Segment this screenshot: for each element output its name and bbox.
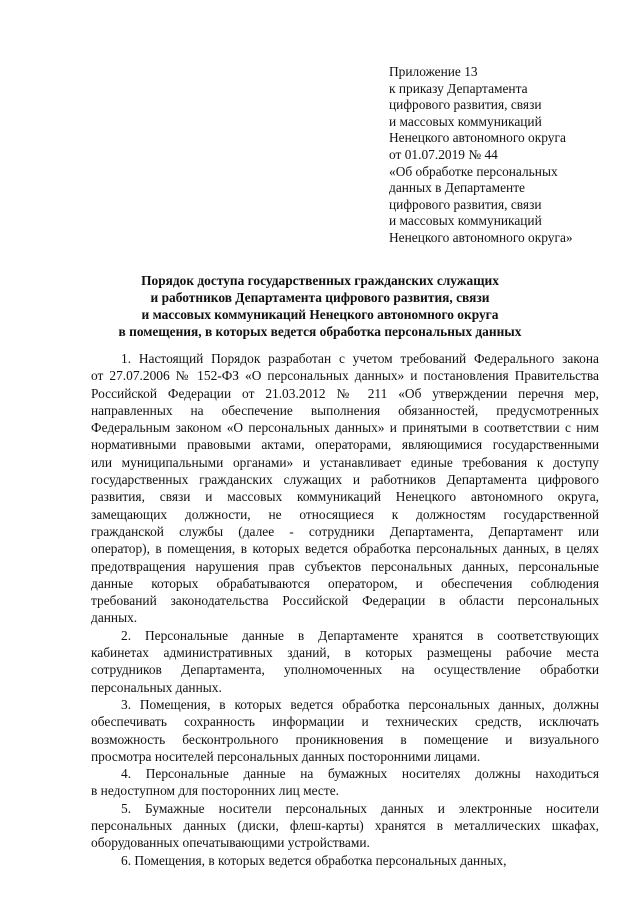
- appendix-line: Ненецкого автономного округа»: [389, 229, 573, 245]
- paragraph-1: [91, 350, 599, 627]
- paragraph-6: [91, 852, 599, 869]
- paragraph-line: направленных на обеспечение выполнения обязанностей, предусмотренных: [91, 402, 599, 418]
- appendix-line: к приказу Департамента: [389, 80, 528, 96]
- paragraph-line: гражданской службы (далее - сотрудники Департамента, Департамент или: [91, 523, 599, 539]
- appendix-line: и массовых коммуникаций: [389, 213, 542, 229]
- paragraph-line: или муниципальными органами» и устанавливает единые требования к доступу: [91, 454, 599, 470]
- appendix-line: от 01.07.2019 № 44: [389, 146, 498, 162]
- paragraph-line: нормативными правовыми актами, операторами, являющимися государственными: [91, 437, 599, 453]
- paragraph-line: оператор), в помещения, в которых ведется обработка персональных данных, в целях: [91, 541, 599, 557]
- paragraph-line: оборудованных опечатывающими устройствами.: [91, 835, 370, 851]
- appendix-header: [389, 64, 573, 247]
- paragraph-line: требований законодательства Российской Федерации в области персональных: [91, 593, 599, 609]
- title-line: Порядок доступа государственных гражданских служащих: [141, 273, 499, 288]
- paragraph-line: 3. Помещения, в которых ведется обработка персональных данных, должны: [121, 696, 599, 712]
- appendix-line: «Об обработке персональных: [389, 163, 558, 179]
- appendix-line: данных в Департаменте: [389, 180, 526, 196]
- appendix-line: Ненецкого автономного округа: [389, 130, 566, 146]
- title-line: и массовых коммуникаций Ненецкого автономного округа: [141, 307, 499, 322]
- paragraph-line: сотрудников Департамента, уполномоченных на осуществление обработки: [91, 662, 599, 678]
- paragraph-line: Российской Федерации от 21.03.2012 № 211 «Об утверждении перечня мер,: [91, 385, 599, 401]
- title-line: в помещения, в которых ведется обработка персональных данных: [118, 324, 522, 339]
- paragraph-line: просмотра носителей персональных данных посторонними лицами.: [91, 748, 481, 764]
- paragraph-line: кабинетах административных зданий, в которых размещены рабочие места: [91, 645, 599, 661]
- paragraph-line: 2. Персональные данные в Департаменте хранятся в соответствующих: [121, 627, 599, 643]
- paragraph-line: предотвращения нарушения прав субъектов персональных данных, персональные: [91, 558, 599, 574]
- appendix-line: цифрового развития, связи: [389, 196, 542, 212]
- paragraph-line: от 27.07.2006 № 152-ФЗ «О персональных данных» и постановления Правительства: [91, 368, 599, 384]
- paragraph-line: замещающих должности, не относящиеся к должностям государственной: [91, 506, 599, 522]
- paragraph-line: 6. Помещения, в которых ведется обработка персональных данных,: [121, 852, 507, 868]
- paragraph-3: [91, 696, 599, 765]
- paragraph-line: в недоступном для посторонних лиц месте.: [91, 783, 339, 799]
- appendix-line: Приложение 13: [389, 64, 478, 79]
- paragraph-4: [91, 765, 599, 800]
- appendix-line: и массовых коммуникаций: [389, 113, 542, 129]
- paragraph-line: государственных гражданских служащих и работников Департамента цифрового: [91, 472, 599, 488]
- paragraph-line: 4. Персональные данные на бумажных носителях должны находиться: [121, 766, 599, 782]
- paragraph-line: развития, связи и массовых коммуникаций Ненецкого автономного округа,: [91, 489, 599, 505]
- paragraph-line: обеспечивать сохранность информации и технических средств, исключать: [91, 714, 599, 730]
- paragraph-line: данных.: [91, 610, 138, 626]
- paragraph-2: [91, 627, 599, 696]
- document-title: [40, 272, 600, 340]
- paragraph-line: 5. Бумажные носители персональных данных и электронные носители: [121, 800, 599, 816]
- paragraph-line: персональных данных (диски, флеш-карты) хранятся в металлических шкафах,: [91, 818, 599, 834]
- document-body: [91, 350, 599, 869]
- title-line: и работников Департамента цифрового развития, связи: [150, 290, 490, 305]
- paragraph-line: Федеральным законом «О персональных данных» и принятыми в соответствии с ним: [91, 420, 599, 436]
- paragraph-line: 1. Настоящий Порядок разработан с учетом требований Федерального закона: [121, 351, 599, 366]
- appendix-line: цифрового развития, связи: [389, 97, 542, 113]
- paragraph-line: возможность бесконтрольного проникновения в помещение и визуального: [91, 731, 599, 747]
- paragraph-line: персональных данных.: [91, 679, 222, 695]
- paragraph-5: [91, 800, 599, 852]
- paragraph-line: данные которых обрабатываются оператором, и обеспечения соблюдения: [91, 575, 599, 591]
